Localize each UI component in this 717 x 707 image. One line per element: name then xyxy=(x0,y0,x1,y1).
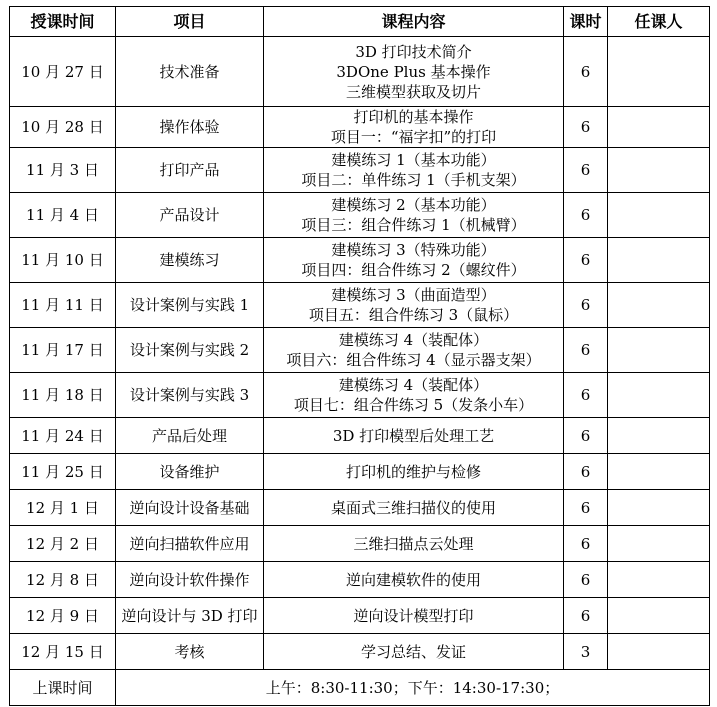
cell-teacher xyxy=(608,148,710,193)
cell-item: 逆向设计软件操作 xyxy=(116,562,264,598)
content-line: 打印机的维护与检修 xyxy=(345,462,481,481)
cell-content xyxy=(264,490,564,526)
content-line: 打印机的基本操作 xyxy=(353,108,474,126)
cell-hours: 6 xyxy=(564,193,608,238)
table-row xyxy=(10,526,710,562)
cell-hours: 6 xyxy=(564,283,608,328)
table-row xyxy=(10,373,710,418)
cell-content xyxy=(264,562,564,598)
content-line: 项目六：组合件练习 4（显示器支架） xyxy=(286,351,541,369)
cell-date: 12 月 8 日 xyxy=(10,562,116,598)
cell-hours: 6 xyxy=(564,148,608,193)
cell-hours: 6 xyxy=(564,373,608,418)
cell-hours: 6 xyxy=(564,490,608,526)
cell-teacher xyxy=(608,373,710,418)
cell-content xyxy=(264,598,564,634)
cell-date: 11 月 18 日 xyxy=(10,373,116,418)
footer-value: 上午：8:30-11:30；下午：14:30-17:30； xyxy=(116,670,710,706)
content-line: 逆向建模软件的使用 xyxy=(345,570,481,589)
content-line: 建模练习 4（装配体） xyxy=(338,331,489,349)
cell-item: 设计案例与实践 3 xyxy=(116,373,264,418)
content-line: 桌面式三维扫描仪的使用 xyxy=(330,498,496,517)
content-line: 三维扫描点云处理 xyxy=(353,534,474,553)
cell-hours: 3 xyxy=(564,634,608,670)
content-line: 项目四：组合件练习 2（螺纹件） xyxy=(301,261,526,279)
content-line: 3DOne Plus 基本操作 xyxy=(336,62,491,81)
cell-hours: 6 xyxy=(564,598,608,634)
table-row xyxy=(10,283,710,328)
table-row xyxy=(10,328,710,373)
cell-teacher xyxy=(608,490,710,526)
cell-date: 11 月 17 日 xyxy=(10,328,116,373)
cell-teacher xyxy=(608,526,710,562)
cell-date: 12 月 15 日 xyxy=(10,634,116,670)
cell-content xyxy=(264,634,564,670)
cell-hours: 6 xyxy=(564,328,608,373)
header-content: 课程内容 xyxy=(264,7,564,37)
cell-content xyxy=(264,328,564,373)
cell-content xyxy=(264,37,564,107)
table-row xyxy=(10,238,710,283)
cell-content xyxy=(264,418,564,454)
content-line: 项目一：“福字扣”的打印 xyxy=(330,128,497,146)
cell-hours: 6 xyxy=(564,238,608,283)
cell-item: 考核 xyxy=(116,634,264,670)
table-row xyxy=(10,454,710,490)
table-row xyxy=(10,418,710,454)
cell-item: 逆向设计与 3D 打印 xyxy=(116,598,264,634)
header-item: 项目 xyxy=(116,7,264,37)
content-line: 3D 打印模型后处理工艺 xyxy=(332,426,495,445)
cell-item: 操作体验 xyxy=(116,107,264,148)
cell-hours: 6 xyxy=(564,526,608,562)
cell-date: 11 月 25 日 xyxy=(10,454,116,490)
cell-date: 12 月 2 日 xyxy=(10,526,116,562)
cell-date: 10 月 27 日 xyxy=(10,37,116,107)
cell-teacher xyxy=(608,598,710,634)
table-row xyxy=(10,562,710,598)
cell-date: 11 月 24 日 xyxy=(10,418,116,454)
cell-date: 11 月 3 日 xyxy=(10,148,116,193)
cell-hours: 6 xyxy=(564,107,608,148)
content-line: 逆向设计模型打印 xyxy=(353,606,474,625)
cell-date: 10 月 28 日 xyxy=(10,107,116,148)
content-line: 三维模型获取及切片 xyxy=(345,82,481,101)
course-schedule-table xyxy=(9,6,710,706)
cell-item: 逆向设计设备基础 xyxy=(116,490,264,526)
schedule-body xyxy=(10,37,710,670)
table-row xyxy=(10,107,710,148)
cell-teacher xyxy=(608,107,710,148)
content-line: 建模练习 4（装配体） xyxy=(338,376,489,394)
table-row xyxy=(10,598,710,634)
header-date: 授课时间 xyxy=(10,7,116,37)
header-hours: 课时 xyxy=(564,7,608,37)
cell-hours: 6 xyxy=(564,418,608,454)
cell-content xyxy=(264,193,564,238)
cell-teacher xyxy=(608,418,710,454)
cell-item: 产品设计 xyxy=(116,193,264,238)
cell-content xyxy=(264,373,564,418)
cell-teacher xyxy=(608,562,710,598)
cell-teacher xyxy=(608,634,710,670)
cell-content xyxy=(264,526,564,562)
cell-content xyxy=(264,148,564,193)
cell-item: 技术准备 xyxy=(116,37,264,107)
cell-content xyxy=(264,283,564,328)
content-line: 学习总结、发证 xyxy=(360,642,466,661)
content-line: 项目五：组合件练习 3（鼠标） xyxy=(308,306,519,324)
cell-content xyxy=(264,107,564,148)
content-line: 建模练习 1（基本功能） xyxy=(331,151,496,169)
cell-item: 产品后处理 xyxy=(116,418,264,454)
cell-date: 11 月 10 日 xyxy=(10,238,116,283)
table-row xyxy=(10,148,710,193)
cell-item: 设计案例与实践 1 xyxy=(116,283,264,328)
table-row xyxy=(10,490,710,526)
cell-date: 12 月 1 日 xyxy=(10,490,116,526)
content-line: 建模练习 3（曲面造型） xyxy=(331,286,496,304)
cell-content xyxy=(264,238,564,283)
header-row xyxy=(10,7,710,37)
cell-teacher xyxy=(608,37,710,107)
cell-teacher xyxy=(608,328,710,373)
content-line: 项目二：单件练习 1（手机支架） xyxy=(301,171,526,189)
content-line: 项目七：组合件练习 5（发条小车） xyxy=(293,396,534,414)
cell-hours: 6 xyxy=(564,454,608,490)
cell-date: 12 月 9 日 xyxy=(10,598,116,634)
cell-hours: 6 xyxy=(564,37,608,107)
cell-teacher xyxy=(608,454,710,490)
content-line: 项目三：组合件练习 1（机械臂） xyxy=(301,216,526,234)
footer-label: 上课时间 xyxy=(10,670,116,706)
cell-hours: 6 xyxy=(564,562,608,598)
header-teacher: 任课人 xyxy=(608,7,710,37)
footer-row xyxy=(10,670,710,706)
table-row xyxy=(10,634,710,670)
cell-item: 设备维护 xyxy=(116,454,264,490)
cell-content xyxy=(264,454,564,490)
cell-item: 设计案例与实践 2 xyxy=(116,328,264,373)
cell-teacher xyxy=(608,193,710,238)
content-line: 3D 打印技术简介 xyxy=(355,42,472,61)
cell-teacher xyxy=(608,283,710,328)
cell-item: 打印产品 xyxy=(116,148,264,193)
cell-date: 11 月 11 日 xyxy=(10,283,116,328)
cell-teacher xyxy=(608,238,710,283)
content-line: 建模练习 3（特殊功能） xyxy=(331,241,496,259)
content-line: 建模练习 2（基本功能） xyxy=(331,196,496,214)
table-row xyxy=(10,193,710,238)
cell-date: 11 月 4 日 xyxy=(10,193,116,238)
cell-item: 逆向扫描软件应用 xyxy=(116,526,264,562)
table-row xyxy=(10,37,710,107)
cell-item: 建模练习 xyxy=(116,238,264,283)
